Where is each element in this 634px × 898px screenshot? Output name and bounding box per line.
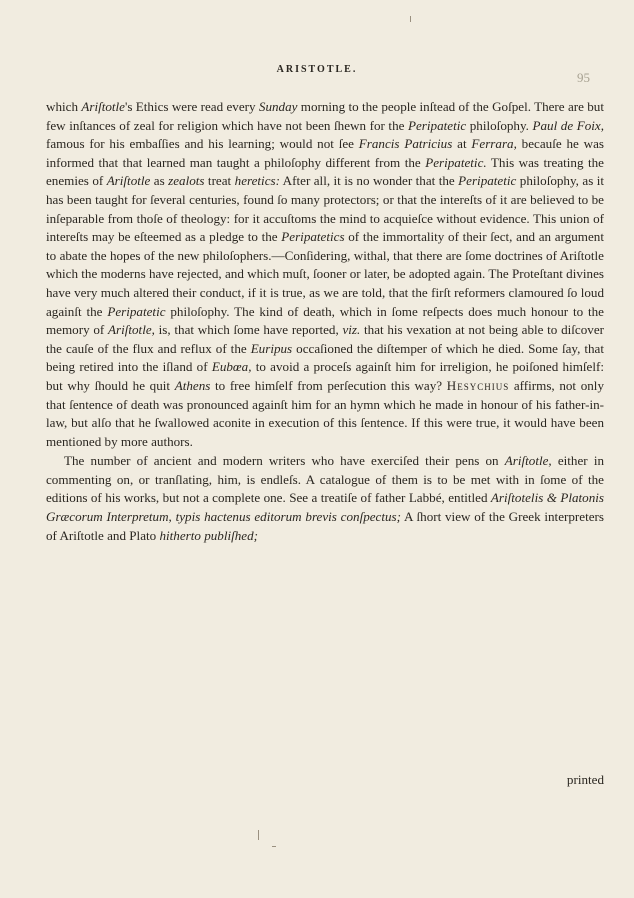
paper-speck — [272, 846, 276, 847]
italic-run: hitherto publiſhed; — [159, 527, 259, 543]
italic-run: Francis Patricius — [358, 136, 453, 152]
italic-run: Sunday — [258, 99, 298, 114]
italic-run: Peripatetic — [458, 173, 517, 189]
text-run: that his vexation at not being able to diſcover the cauſe of the flux and reflux of the — [46, 322, 604, 356]
text-run: at — [452, 136, 472, 152]
paragraph — [46, 98, 604, 451]
italic-run: Euripus — [250, 340, 293, 356]
text-run: philoſophy. The kind of death, which in ſome reſpects does much honour to the memory of — [46, 303, 604, 338]
italic-run: Ariſtotle — [81, 99, 125, 114]
italic-run: Peripatetic — [107, 303, 166, 319]
body-text — [46, 98, 604, 545]
italic-run: Ferrara, — [471, 136, 517, 152]
running-title: ARISTOTLE. — [276, 64, 358, 75]
paper-speck — [410, 16, 411, 22]
text-run: After all, it is no wonder that the — [279, 173, 459, 189]
text-run: This was treating the enemies of — [46, 154, 604, 189]
paragraph — [46, 452, 604, 545]
italic-run: Ariſtotle — [106, 173, 151, 189]
italic-run: Ariſtotelis & Platonis Græcorum Interpretum, typis hactenus editorum brevis conſpectus; — [46, 490, 604, 525]
text-run: as — [150, 173, 169, 189]
italic-run: heretics: — [234, 173, 280, 189]
italic-run: Ariſtotle, — [504, 453, 552, 469]
text-run: treat — [204, 173, 235, 189]
italic-run: Paul de Foix, — [532, 117, 604, 133]
text-run: A ſhort view of the Greek interpreters of Ariſtotle and Plato — [46, 509, 604, 543]
text-run: is, that which ſome have reported, — [154, 322, 343, 338]
page-number: 95 — [577, 70, 590, 85]
italic-run: viz. — [342, 322, 361, 338]
italic-run: zealots — [168, 173, 205, 189]
text-run: The number of ancient and modern writers who have exerciſed their pens on — [64, 453, 505, 469]
text-run: to free himſelf from perſecution this way? — [210, 377, 447, 393]
text-run: affirms, not only that ſentence of death was pronounced againſt him for an hymn which he made in honour of his father-in-law, but alſo that he ſwallowed aconite in execution of this ſentence. If this were true, it would have been mentioned by more authors. — [46, 377, 604, 449]
small-caps-run: Hesychius — [446, 377, 510, 393]
italic-run: Peripatetic — [408, 117, 467, 133]
text-run: either in commenting on, or tranſlating, him, is endleſs. A catalogue of them is to be met with in ſome of the editions of his works, but not a complete one. See a treatiſe of father Labbé, entitled — [46, 453, 605, 506]
italic-run: Peripatetic. — [425, 154, 487, 170]
text-run: philoſophy. — [466, 117, 533, 133]
text-run: becauſe he was informed that that learned man taught a philoſophy different from the — [46, 136, 604, 170]
text-run: of the immortality of their ſect, and an argument to abate the hopes of the new philoſophers.—Conſidering, withal, that there are ſome doctrines of Ariſtotle which the moderns have rejected, and which muſt, ſooner or later, be adopted again. The Proteſtant divines have very much altered their conduct, if it is true, as we are told, that the firſt reformers clamoured ſo loud againſt the — [46, 229, 604, 319]
italic-run: Eubœa, — [211, 359, 252, 375]
italic-run: Ariſtotle, — [108, 322, 155, 338]
text-run: to avoid a proceſs againſt him for irreligion, he poiſoned himſelf: but why ſhould he quit — [46, 359, 604, 393]
text-run: famous for his embaſſies and his learning; would not ſee — [46, 136, 359, 152]
text-run: 's Ethics were read every — [125, 99, 259, 114]
text-run: occaſioned the diſtemper of which he died. Some ſay, that being retired into the iſland of — [46, 340, 604, 375]
catchword: printed — [566, 772, 604, 787]
paper-speck — [258, 830, 259, 840]
italic-run: Peripatetics — [281, 229, 345, 245]
text-run: morning to the people inſtead of the Goſpel. There are but few inſtances of zeal for religion which have not been ſhewn for the — [46, 99, 604, 133]
italic-run: Athens — [174, 377, 211, 393]
text-run: which — [46, 99, 82, 114]
text-run: philoſophy, as it has been taught for ſeveral centuries, found ſo many protectors; or that the intereſts of it are believed to be inſeparable from thoſe of theology: for it accuſtoms the mind to acquieſce without evidence. This union of intereſts may be eſteemed as a pledge to the — [46, 173, 604, 245]
